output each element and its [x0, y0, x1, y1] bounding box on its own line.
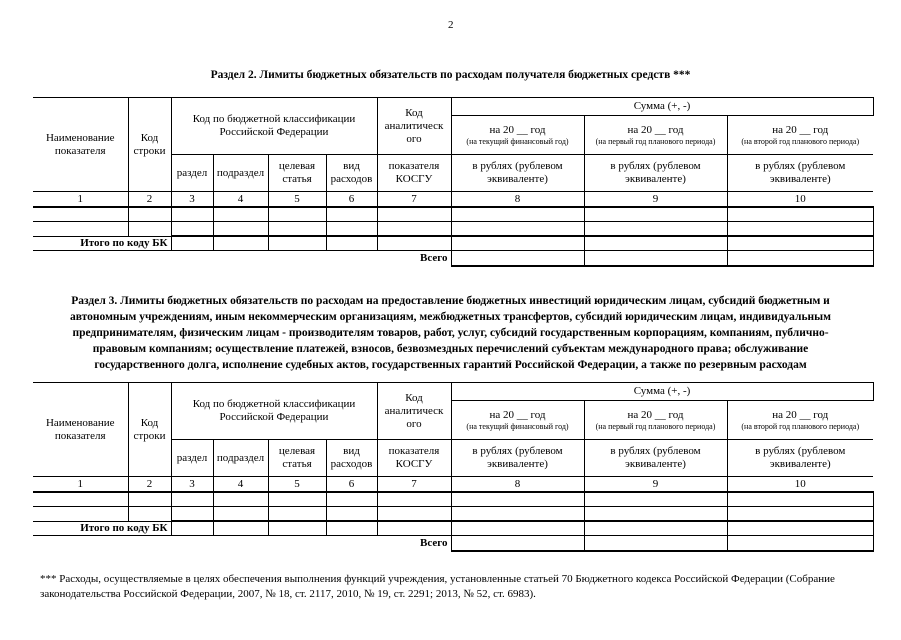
header-kosgu-code: Код аналитическ ого	[377, 383, 451, 440]
total-bk-row	[33, 236, 873, 250]
total-bk-row	[33, 521, 873, 535]
col-number: 4	[213, 477, 268, 493]
header-rubles-1: в рублях (рублевом эквиваленте)	[451, 155, 584, 192]
table-row	[33, 207, 873, 222]
table-row	[33, 507, 873, 522]
total-all-row	[33, 535, 873, 551]
header-sum: Сумма (+, -)	[451, 98, 873, 116]
footnote: *** Расходы, осуществляемые в целях обеспечения выполнения функций учреждения, установленные статьей 70 Бюджетного кодекса Российской Федерации (Собрание законодательства Российской Федерации, 2007, № 18, ст. 2117, 2010, № 19, ст. 2291; 2013, № 52, ст. 6983).	[40, 573, 835, 600]
header-name: Наименование показателя	[33, 98, 128, 192]
col-number: 8	[451, 477, 584, 493]
header-rubles-2: в рублях (рублевом эквиваленте)	[584, 440, 727, 477]
total-bk-label: Итого по коду БК	[33, 521, 171, 535]
col-number: 9	[584, 477, 727, 493]
col-number: 10	[727, 477, 873, 493]
header-razdel: раздел	[171, 155, 213, 192]
section-2-title: Раздел 2. Лимиты бюджетных обязательств по расходам получателя бюджетных средств ***	[210, 69, 691, 81]
table-row	[33, 492, 873, 507]
header-kosgu: показателя КОСГУ	[377, 155, 451, 192]
page-number: 2	[448, 19, 454, 31]
header-rubles-3: в рублях (рублевом эквиваленте)	[727, 440, 873, 477]
col-number: 2	[128, 477, 171, 493]
section-2-table	[33, 97, 874, 267]
header-vid: вид расходов	[326, 155, 377, 192]
total-bk-label: Итого по коду БК	[33, 236, 171, 250]
col-number: 8	[451, 192, 584, 208]
col-number: 5	[268, 477, 326, 493]
col-number: 2	[128, 192, 171, 208]
header-name: Наименование показателя	[33, 383, 128, 477]
col-number: 1	[33, 477, 128, 493]
header-celevaya: целевая статья	[268, 440, 326, 477]
total-all-row	[33, 250, 873, 266]
header-year-1: на 20 __ год (на текущий финансовый год)	[451, 401, 584, 440]
header-bk-code: Код по бюджетной классификации Российской Федерации	[171, 383, 377, 440]
table-row	[33, 222, 873, 237]
col-number: 7	[377, 477, 451, 493]
col-number: 1	[33, 192, 128, 208]
section-3-title: Раздел 3. Лимиты бюджетных обязательств по расходам на предоставление бюджетных инвестиций юридическим лицам, субсидий бюджетным и автономным учреждениям, иным некоммерческим организациям, межбюджетных трансфертов, субсидий юридическим лицам, индивидуальным предпринимателям, физическим лицам - производителям товаров, работ, услуг, субсидий государственным корпорациям, компаниям, публично- правовым компаниям; осуществление платежей, взносов, безвозмездных перечислений субъектам международного права; обслуживание государственного долга, исполнение судебных актов, государственных гарантий Российской Федерации, а также по резервным расходам	[70, 295, 831, 371]
col-number: 7	[377, 192, 451, 208]
header-year-2: на 20 __ год (на первый год планового периода)	[584, 401, 727, 440]
header-podrazdel: подраздел	[213, 155, 268, 192]
header-year-3: на 20 __ год (на второй год планового периода)	[727, 401, 873, 440]
header-kosgu-code: Код аналитическ ого	[377, 98, 451, 155]
total-all-label: Всего	[420, 251, 448, 264]
header-celevaya: целевая статья	[268, 155, 326, 192]
header-row-code: Код строки	[128, 98, 171, 192]
col-number: 5	[268, 192, 326, 208]
header-year-1: на 20 __ год (на текущий финансовый год)	[451, 116, 584, 155]
col-number: 3	[171, 477, 213, 493]
header-row-code: Код строки	[128, 383, 171, 477]
header-rubles-2: в рублях (рублевом эквиваленте)	[584, 155, 727, 192]
header-year-2: на 20 __ год (на первый год планового периода)	[584, 116, 727, 155]
header-bk-code: Код по бюджетной классификации Российской Федерации	[171, 98, 377, 155]
header-sum: Сумма (+, -)	[451, 383, 873, 401]
header-podrazdel: подраздел	[213, 440, 268, 477]
col-number: 6	[326, 477, 377, 493]
col-number: 4	[213, 192, 268, 208]
col-number: 10	[727, 192, 873, 208]
header-vid: вид расходов	[326, 440, 377, 477]
header-kosgu: показателя КОСГУ	[377, 440, 451, 477]
col-number: 3	[171, 192, 213, 208]
header-rubles-3: в рублях (рублевом эквиваленте)	[727, 155, 873, 192]
header-year-3: на 20 __ год (на второй год планового периода)	[727, 116, 873, 155]
col-number: 9	[584, 192, 727, 208]
total-all-label: Всего	[420, 536, 448, 549]
header-razdel: раздел	[171, 440, 213, 477]
col-number: 6	[326, 192, 377, 208]
header-rubles-1: в рублях (рублевом эквиваленте)	[451, 440, 584, 477]
section-3-table	[33, 382, 874, 552]
